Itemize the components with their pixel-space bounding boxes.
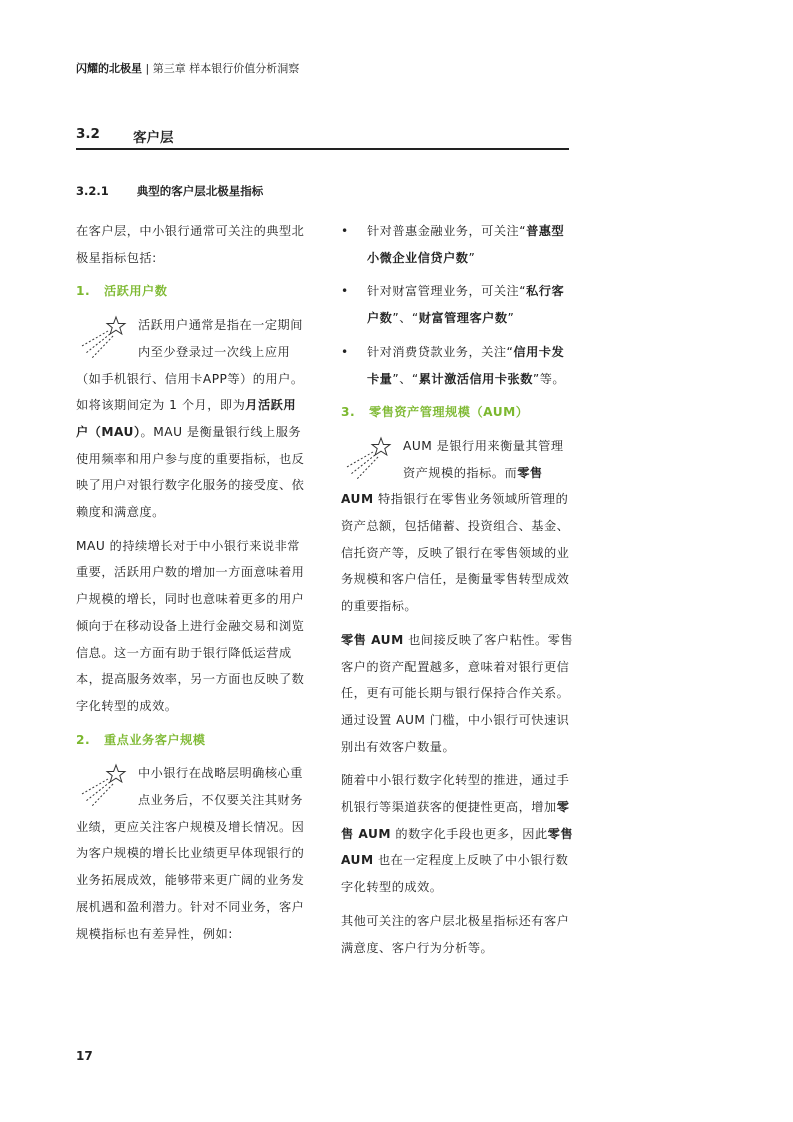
section-heading	[76, 126, 569, 150]
heading-number: 1.	[76, 284, 91, 299]
header-separator: |	[145, 62, 150, 75]
heading-number: 3.	[341, 405, 356, 420]
shooting-star-icon	[76, 762, 132, 808]
section-number: 3.2	[76, 126, 100, 142]
shooting-star-icon	[341, 435, 397, 481]
left-column	[76, 218, 308, 947]
heading-active-users	[76, 278, 308, 305]
section-title: 客户层	[133, 130, 174, 146]
intro-paragraph: 在客户层，中小银行通常可关注的典型北极星指标包括:	[76, 224, 305, 265]
bullet-consumer-loans: • 针对消费贷款业务，关注“信用卡发卡量”、“累计激活信用卡张数”等。	[341, 344, 566, 386]
heading-key-business-customers	[76, 727, 308, 754]
chapter-title: 第三章 样本银行价值分析洞察	[152, 62, 300, 75]
subsection-number: 3.2.1	[76, 184, 109, 198]
shooting-star-icon	[76, 314, 132, 360]
heading-retail-aum	[341, 399, 575, 426]
report-title: 闪耀的北极星	[76, 62, 142, 75]
heading-title: 零售资产管理规模（AUM）	[369, 405, 529, 420]
bullet-inclusive-finance: • 针对普惠金融业务，可关注“普惠型小微企业信贷户数”	[341, 224, 565, 265]
active-users-paragraph: 活跃用户通常是指在一定期间内至少登录过一次线上应用（如手机银行、信用卡APP等）的用户。如将该期间定为 1 个月，即为月活跃用户（MAU）。MAU 是衡量银行线上服务使用频率和用户参与度的重要指标，也反映了用户对银行数字化服务的接受度、依赖度和满意度。	[76, 312, 308, 526]
aum-stickiness-paragraph: 零售 AUM 也间接反映了客户粘性。零售客户的资产配置越多，意味着对银行更信任，更有可能长期与银行保持合作关系。通过设置 AUM 门槛，中小银行可快速识别出有效客户数量。	[341, 632, 574, 754]
aum-digital-paragraph: 随着中小银行数字化转型的推进，通过手机银行等渠道获客的便捷性更高，增加零售 AUM 的数字化手段也更多，因此零售 AUM 也在一定程度上反映了中小银行数字化转型的成效。	[341, 773, 574, 895]
key-business-paragraph: 中小银行在战略层明确核心重点业务后，不仅要关注其财务业绩，更应关注客户规模及增长情况。因为客户规模的增长比业绩更早体现银行的业务拓展成效，能够带来更广阔的业务发展机遇和盈利潜力。针对不同业务，客户规模指标也有差异性，例如:	[76, 760, 308, 947]
other-metrics-paragraph: 其他可关注的客户层北极星指标还有客户满意度、客户行为分析等。	[341, 913, 570, 955]
heading-title: 活跃用户数	[104, 284, 168, 299]
subsection-title: 典型的客户层北极星指标	[136, 184, 264, 198]
heading-number: 2.	[76, 732, 91, 747]
aum-definition-paragraph: AUM 是银行用来衡量其管理资产规模的指标。而零售 AUM 特指银行在零售业务领域所管理的资产总额，包括储蓄、投资组合、基金、信托资产等，反映了银行在零售领域的业务规模和客户信任，是衡量零售转型成效的重要指标。	[341, 433, 575, 620]
heading-title: 重点业务客户规模	[104, 732, 206, 747]
right-column	[341, 218, 575, 961]
subsection-heading	[76, 183, 263, 199]
bullet-wealth-management: • 针对财富管理业务，可关注“私行客户数”、“财富管理客户数”	[341, 284, 565, 326]
page-number: 17	[76, 1049, 93, 1063]
running-header	[76, 60, 299, 76]
mau-paragraph: MAU 的持续增长对于中小银行来说非常重要，活跃用户数的增加一方面意味着用户规模的增长，同时也意味着更多的用户倾向于在移动设备上进行金融交易和浏览信息。这一方面有助于银行降低运营成本，提高服务效率，另一方面也反映了数字化转型的成效。	[76, 538, 305, 713]
